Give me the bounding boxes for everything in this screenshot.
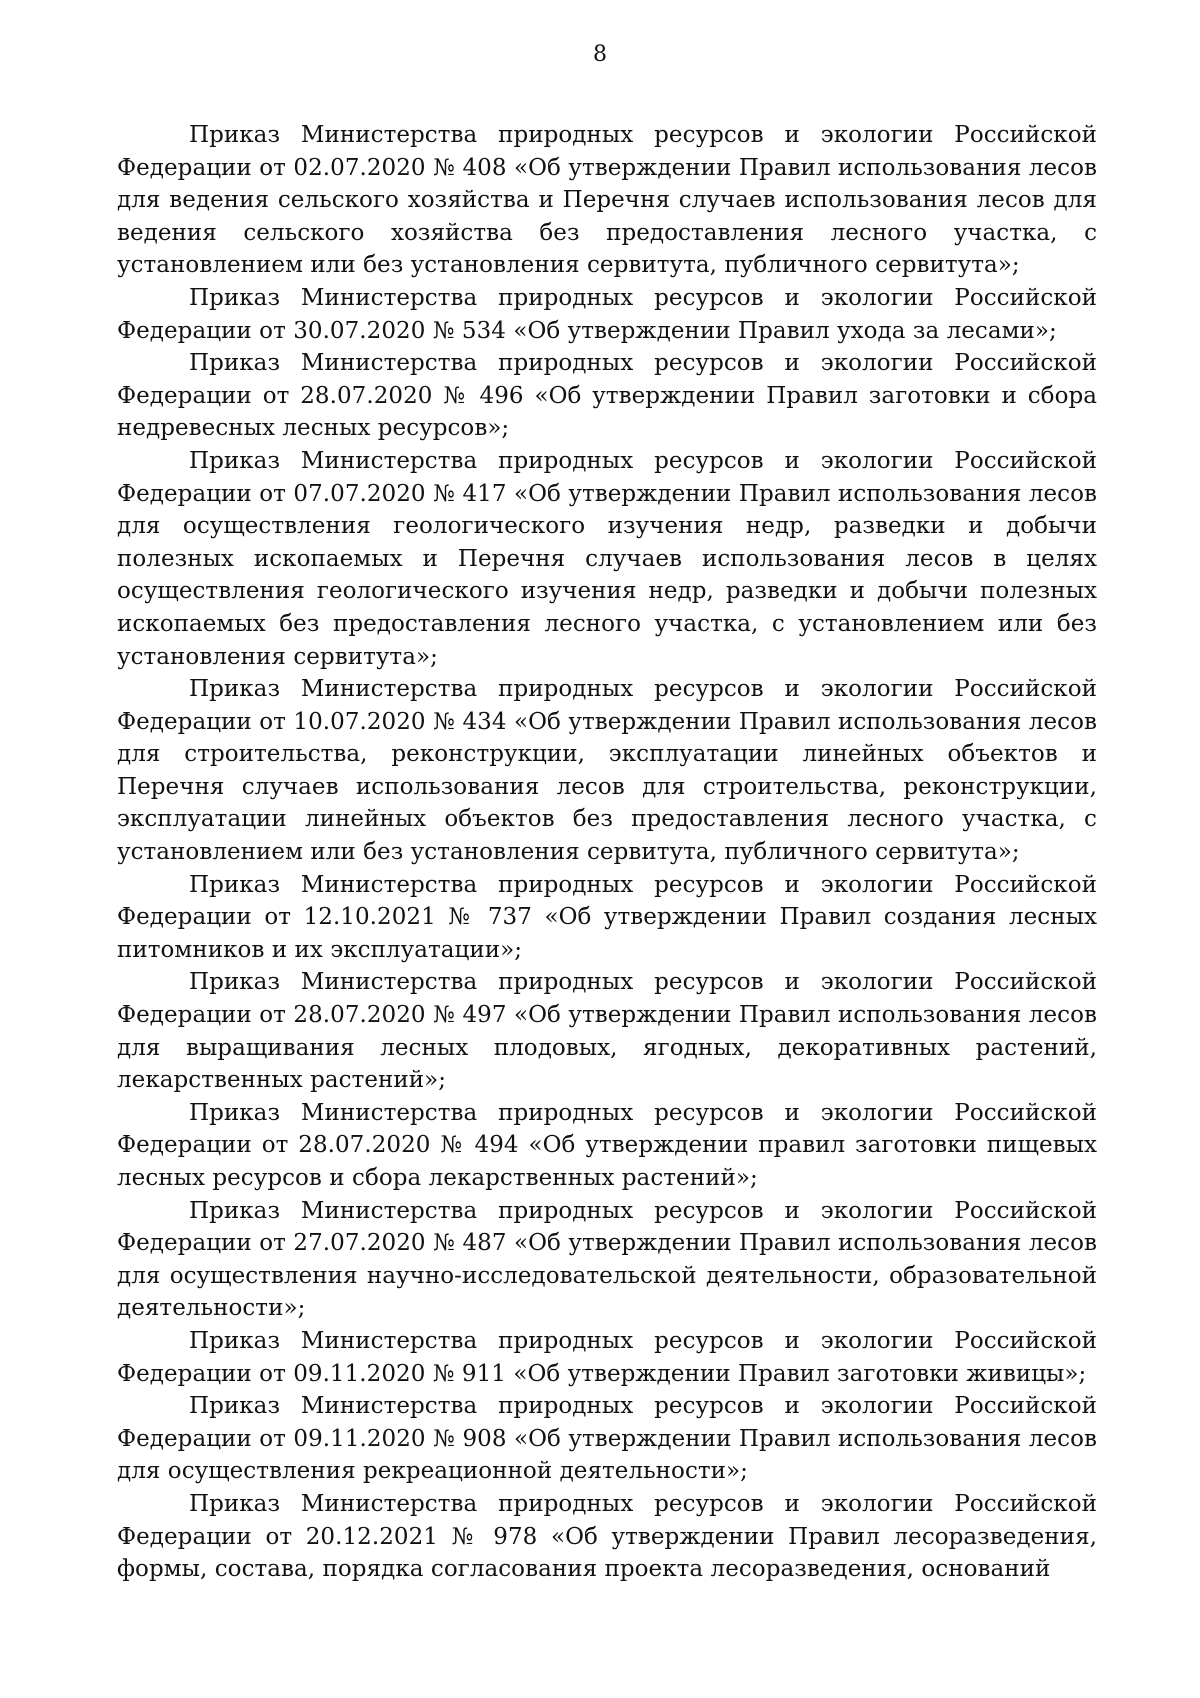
order-paragraph-978: Приказ Министерства природных ресурсов и экологии Российской Федерации от 20.12.2021 № 978 «Об утверждении Правил лесоразведения, формы, состава, порядка согласования проекта лесоразведения, оснований <box>117 1490 1097 1583</box>
order-paragraph-497: Приказ Министерства природных ресурсов и экологии Российской Федерации от 28.07.2020 № 497 «Об утверждении Правил использования лесов для выращивания лесных плодовых, ягодных, декоративных растений, лекарственных растений»; <box>117 969 1097 1094</box>
order-paragraph-417: Приказ Министерства природных ресурсов и экологии Российской Федерации от 07.07.2020 № 417 «Об утверждении Правил использования лесов для осуществления геологического изучения недр, разведки и добычи полезных ископаемых и Перечня случаев использования лесов в целях осуществления геологического изучения недр, разведки и добычи полезных ископаемых без предоставления лесного участка, с установлением или без установления сервитута»; <box>117 447 1097 670</box>
order-paragraph-487: Приказ Министерства природных ресурсов и экологии Российской Федерации от 27.07.2020 № 487 «Об утверждении Правил использования лесов для осуществления научно-исследовательской деятельности, образовательной деятельности»; <box>117 1197 1097 1322</box>
order-paragraph-737: Приказ Министерства природных ресурсов и экологии Российской Федерации от 12.10.2021 № 737 «Об утверждении Правил создания лесных питомников и их эксплуатации»; <box>117 871 1097 963</box>
order-paragraph-496: Приказ Министерства природных ресурсов и экологии Российской Федерации от 28.07.2020 № 496 «Об утверждении Правил заготовки и сбора недревесных лесных ресурсов»; <box>117 350 1097 442</box>
order-paragraph-534: Приказ Министерства природных ресурсов и экологии Российской Федерации от 30.07.2020 № 534 «Об утверждении Правил ухода за лесами»; <box>117 284 1097 344</box>
document-body <box>117 119 1097 1586</box>
order-paragraph-908: Приказ Министерства природных ресурсов и экологии Российской Федерации от 09.11.2020 № 908 «Об утверждении Правил использования лесов для осуществления рекреационной деятельности»; <box>117 1393 1097 1485</box>
order-paragraph-494: Приказ Министерства природных ресурсов и экологии Российской Федерации от 28.07.2020 № 494 «Об утверждении правил заготовки пищевых лесных ресурсов и сбора лекарственных растений»; <box>117 1099 1097 1191</box>
order-paragraph-911: Приказ Министерства природных ресурсов и экологии Российской Федерации от 09.11.2020 № 911 «Об утверждении Правил заготовки живицы»; <box>117 1327 1097 1387</box>
order-paragraph-434: Приказ Министерства природных ресурсов и экологии Российской Федерации от 10.07.2020 № 434 «Об утверждении Правил использования лесов для строительства, реконструкции, эксплуатации линейных объектов и Перечня случаев использования лесов для строительства, реконструкции, эксплуатации линейных объектов без предоставления лесного участка, с установлением или без установления сервитута, публичного сервитута»; <box>117 676 1097 866</box>
order-paragraph-408: Приказ Министерства природных ресурсов и экологии Российской Федерации от 02.07.2020 № 408 «Об утверждении Правил использования лесов для ведения сельского хозяйства и Перечня случаев использования лесов для ведения сельского хозяйства без предоставления лесного участка, с установлением или без установления сервитута, публичного сервитута»; <box>117 122 1097 279</box>
page-number: 8 <box>593 42 607 67</box>
